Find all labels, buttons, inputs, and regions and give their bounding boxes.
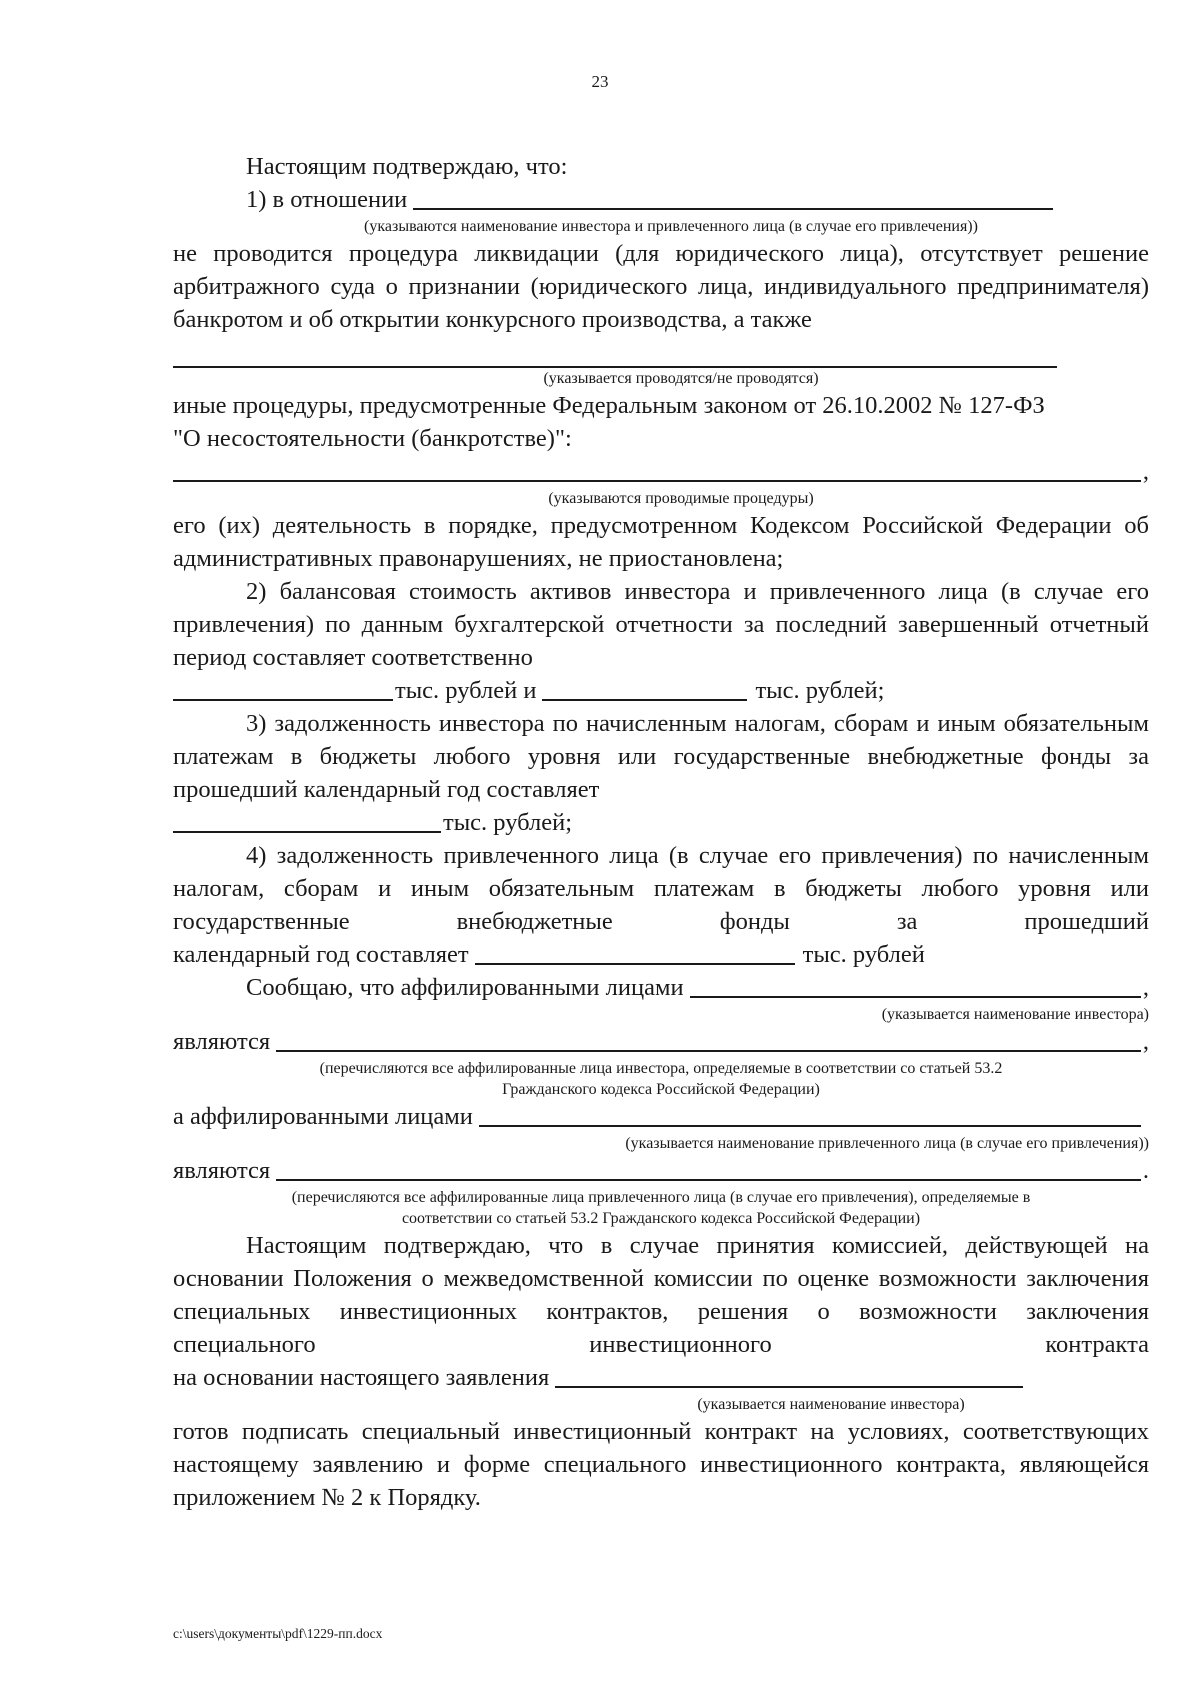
caption-attracted-name: (указывается наименование привлеченного лица (в случае его привлечения)) bbox=[625, 1135, 1149, 1152]
caption-investor-list-2: Гражданского кодекса Российской Федерации) bbox=[502, 1081, 820, 1098]
caption-attracted-list-2: соответствии со статьей 53.2 Гражданского кодекса Российской Федерации) bbox=[401, 1210, 921, 1227]
caption-investor-attracted: (указываются наименование инвестора и привлеченного лица (в случае его привлечения)) bbox=[364, 218, 978, 235]
item4-text: 4) задолженность привлеченного лица (в случае его привлечения) по начисленным налогам, сборам и иным обязательным платежам в бюджеты любого уровня или государственные внебюджетные фонды за прошедший bbox=[173, 842, 1149, 935]
assets-investor-blank bbox=[173, 675, 393, 701]
tax-debt-attracted-blank bbox=[475, 939, 795, 965]
item1-row bbox=[173, 183, 1149, 216]
procedures-line-2: "О несостоятельности (банкротстве)": bbox=[173, 425, 572, 452]
tax-debt-investor-blank bbox=[173, 807, 441, 833]
procedures-line-1: иные процедуры, предусмотренные Федеральным законом от 26.10.2002 № 127-ФЗ bbox=[173, 392, 1045, 419]
confirm-investor-blank bbox=[555, 1362, 1023, 1388]
page-number: 23 bbox=[591, 72, 609, 91]
item4-prefix: календарный год составляет bbox=[173, 941, 469, 968]
affiliates-comma-1: , bbox=[1142, 974, 1149, 1001]
affiliates-investor-list-row bbox=[173, 1025, 1149, 1058]
item4-unit: тыс. рублей bbox=[802, 941, 925, 968]
item2-values-row bbox=[173, 674, 1149, 707]
caption-investor-list-1: (перечисляются все аффилированные лица инвестора, определяемые в соответствии со статьей 53.2 bbox=[319, 1060, 1003, 1077]
caption-procedures: (указываются проводимые процедуры) bbox=[548, 490, 814, 507]
affiliates-attracted-list-blank bbox=[276, 1155, 1141, 1181]
confirm-prefix: на основании настоящего заявления bbox=[173, 1364, 550, 1391]
affiliates-investor-list-blank bbox=[276, 1026, 1141, 1052]
caption-procedures-status: (указывается проводятся/не проводятся) bbox=[543, 370, 819, 387]
liquidation-text: не проводится процедура ликвидации (для юридического лица), отсутствует решение арбитражного суда о признании (юридического лица, индивидуального предпринимателя) банкротом и об открытии конкурсного производства, а также bbox=[173, 240, 1149, 333]
are-label-2: являются bbox=[173, 1157, 271, 1184]
item3-text: 3) задолженность инвестора по начисленным налогам, сборам и иным обязательным платежам в бюджеты любого уровня или государственные внебюджетные фонды за прошедший календарный год составляет bbox=[173, 710, 1149, 803]
item2-unit2: тыс. рублей; bbox=[755, 677, 885, 704]
affiliates-attracted-list-row bbox=[173, 1154, 1149, 1187]
affiliates-intro: Сообщаю, что аффилированными лицами bbox=[246, 974, 684, 1001]
procedures-status-blank bbox=[173, 336, 1057, 368]
affiliates-investor-name-blank bbox=[690, 972, 1141, 998]
final-text: готов подписать специальный инвестиционный контракт на условиях, соответствующих настоящему заявлению и форме специального инвестиционного контракта, являющейся приложением № 2 к Порядку. bbox=[173, 1418, 1149, 1511]
affiliates-second-prefix: а аффилированными лицами bbox=[173, 1103, 473, 1130]
affiliates-investor-row bbox=[173, 971, 1149, 1004]
affiliates-attracted-name-blank bbox=[479, 1101, 1141, 1127]
activity-text: его (их) деятельность в порядке, предусмотренном Кодексом Российской Федерации об административных правонарушениях, не приостановлена; bbox=[173, 512, 1149, 572]
are-label-1: являются bbox=[173, 1028, 271, 1055]
investor-name-blank bbox=[413, 184, 1053, 210]
intro-line: Настоящим подтверждаю, что: bbox=[246, 153, 568, 180]
affiliates-attracted-row bbox=[173, 1100, 1149, 1133]
caption-attracted-list-1: (перечисляются все аффилированные лица привлеченного лица (в случае его привлечения), определяемые в bbox=[291, 1189, 1031, 1206]
item2-text: 2) балансовая стоимость активов инвестора и привлеченного лица (в случае его привлечения) по данным бухгалтерской отчетности за последний завершенный отчетный период составляет соответственно bbox=[173, 578, 1149, 671]
caption-investor-name: (указывается наименование инвестора) bbox=[881, 1006, 1149, 1023]
affiliates-period: . bbox=[1142, 1157, 1149, 1184]
item2-unit1: тыс. рублей и bbox=[395, 677, 537, 704]
item3-unit: тыс. рублей; bbox=[443, 809, 573, 836]
assets-attracted-blank bbox=[542, 675, 747, 701]
procedures-blank bbox=[173, 456, 1141, 482]
procedures-blank-row bbox=[173, 455, 1149, 488]
document-body bbox=[173, 150, 1149, 1514]
item3-value-row bbox=[173, 806, 1149, 839]
affiliates-comma-2: , bbox=[1142, 1028, 1149, 1055]
item1-prefix: 1) в отношении bbox=[246, 186, 408, 213]
footer-file-path: c:\users\документы\pdf\1229-пп.docx bbox=[173, 1626, 383, 1641]
caption-confirm-investor: (указывается наименование инвестора) bbox=[697, 1396, 965, 1413]
confirm-text: Настоящим подтверждаю, что в случае принятия комиссией, действующей на основании Положения о межведомственной комиссии по оценке возможности заключения специальных инвестиционных контрактов, решения о возможности заключения специального инвестиционного контракта bbox=[173, 1232, 1149, 1358]
procedures-comma: , bbox=[1142, 458, 1149, 485]
confirm-investor-row bbox=[173, 1361, 1149, 1394]
item4-value-row bbox=[173, 938, 1149, 971]
